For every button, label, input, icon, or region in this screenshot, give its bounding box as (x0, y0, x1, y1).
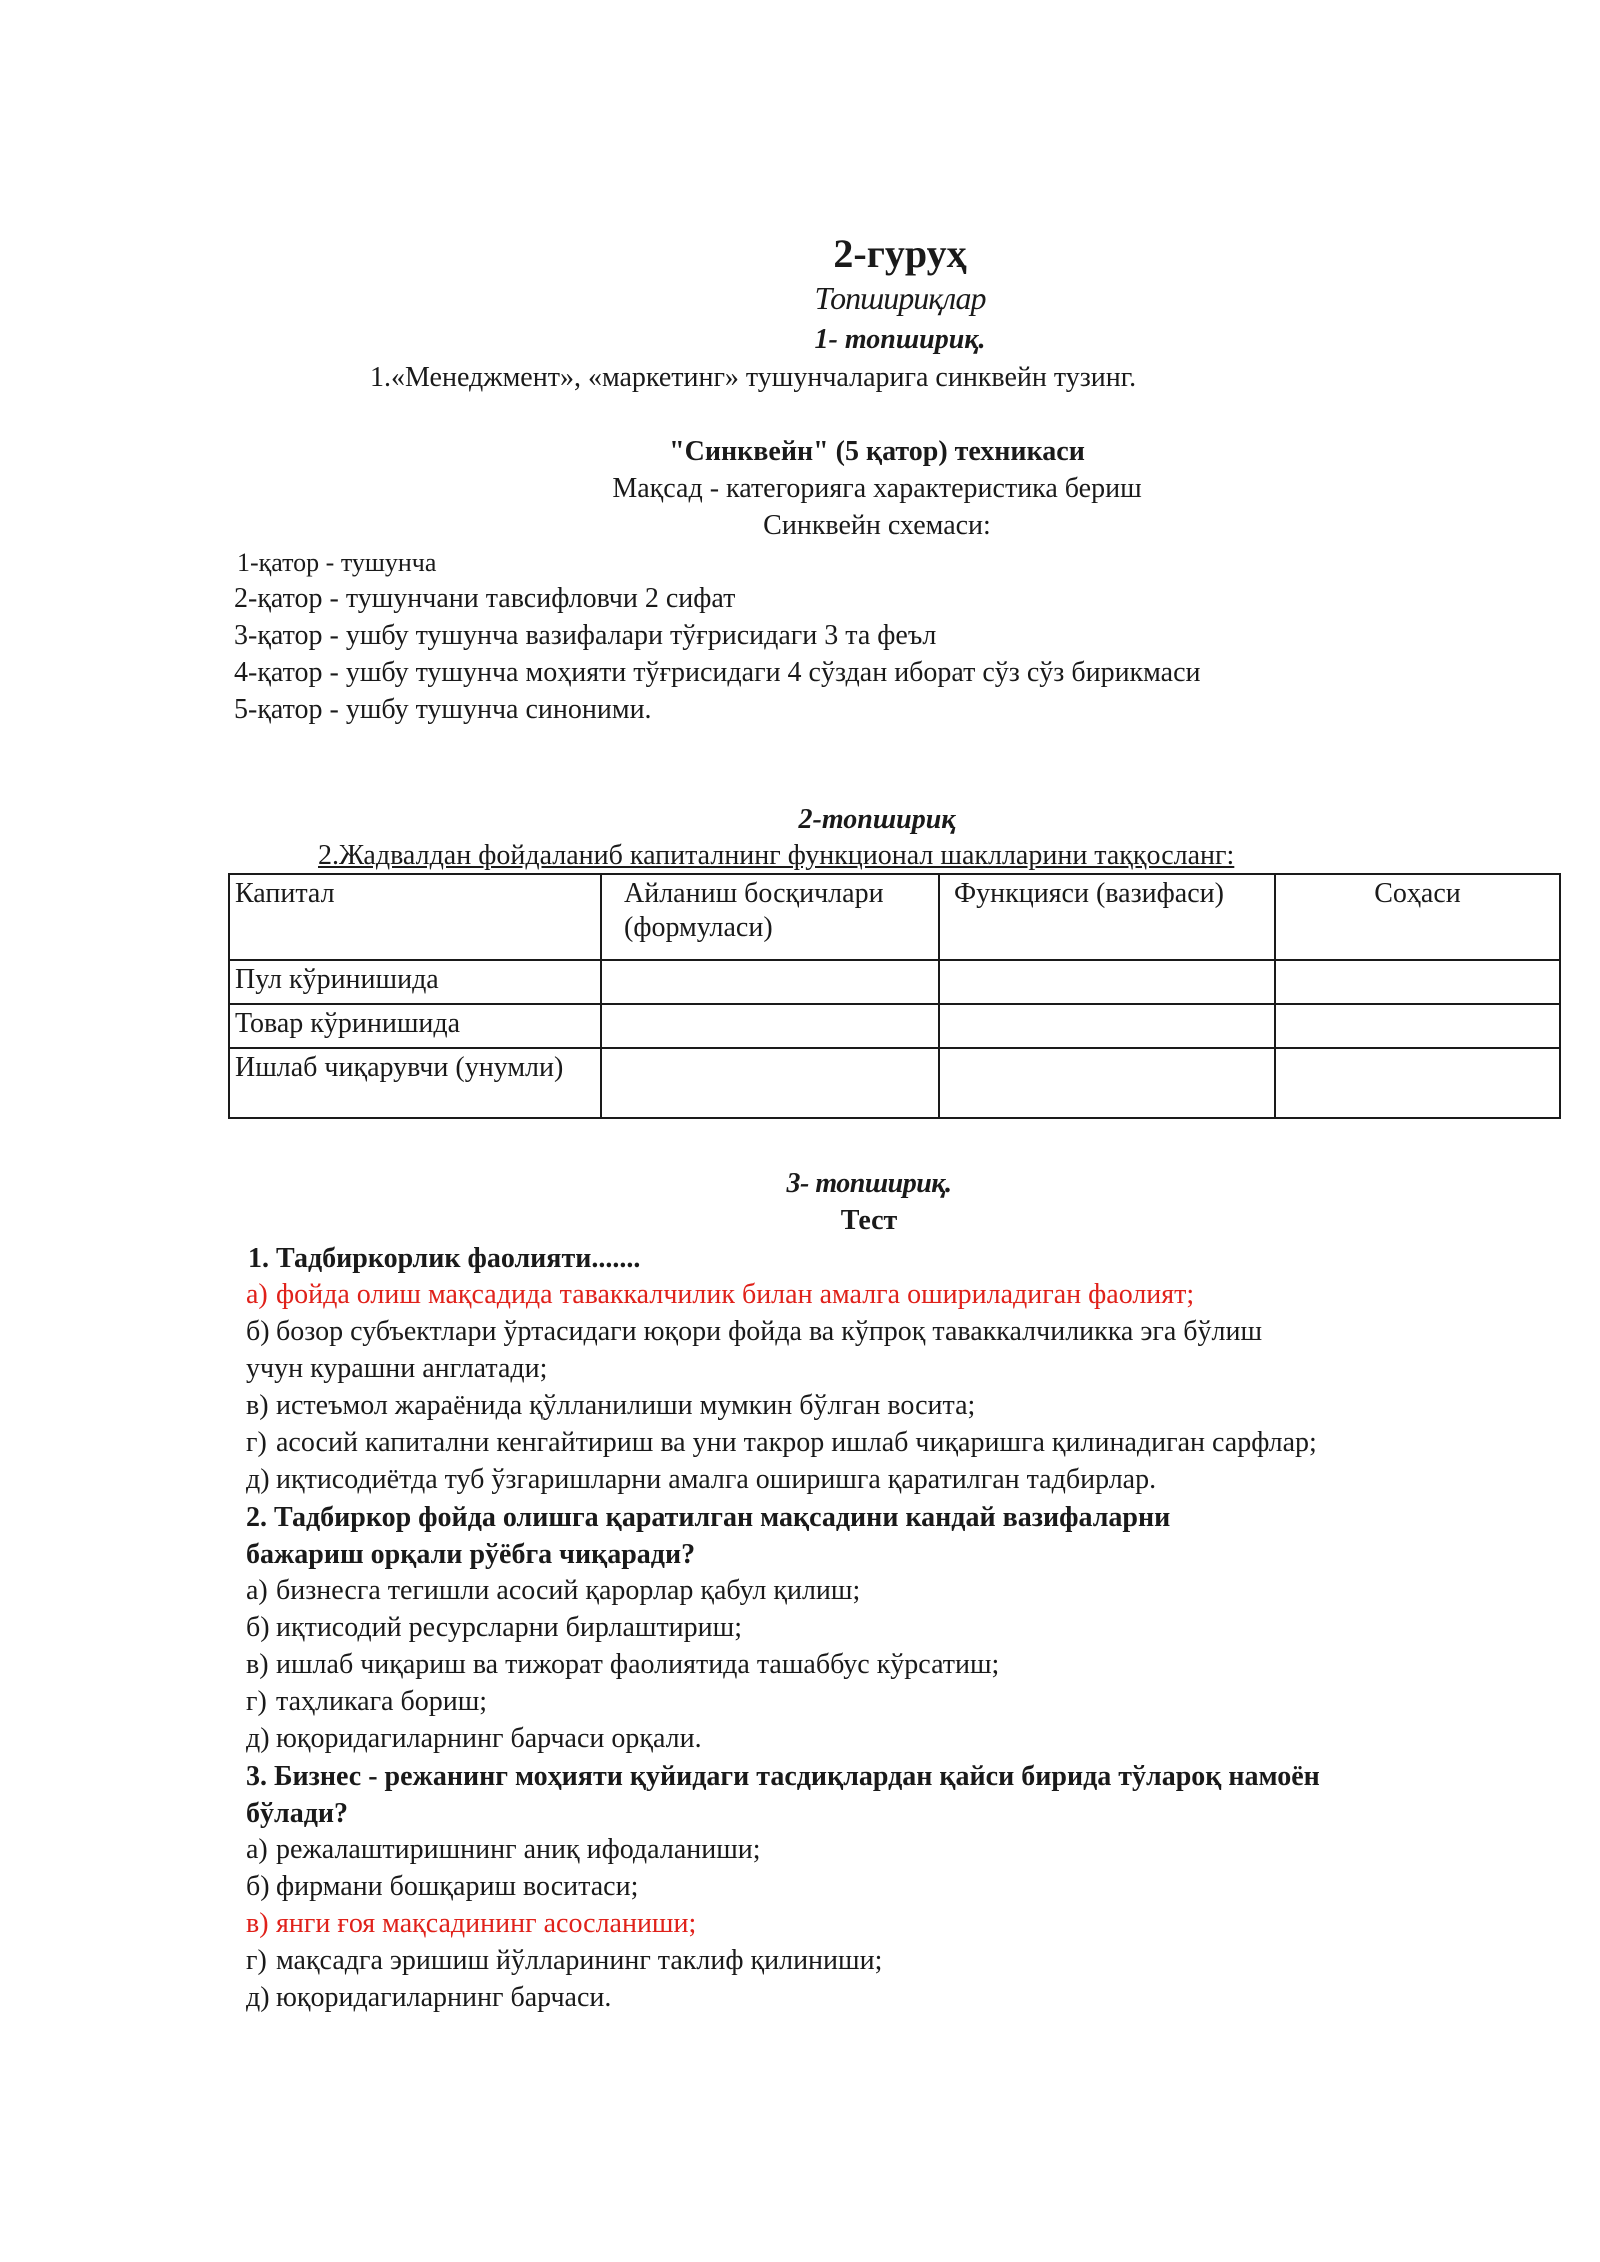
q3-option-a: а) режалаштиришнинг аниқ ифодаланиши; (246, 1834, 761, 1865)
q2-option-c: в) ишлаб чиқариш ва тижорат фаолиятида ташаббус кўрсатиш; (246, 1649, 1000, 1680)
table-cell: Пул кўринишида (229, 960, 601, 1004)
table-cell[interactable] (601, 1048, 939, 1118)
table-row (229, 1004, 1560, 1048)
scheme-title: Синквейн схемаси: (763, 510, 991, 541)
q2-option-e: д) юқоридагиларнинг барчаси орқали. (246, 1723, 702, 1754)
scheme-row-2: 2-қатор - тушунчани тавсифловчи 2 сифат (234, 583, 736, 614)
q1-option-b-continued: учун курашни англатади; (246, 1353, 548, 1384)
capital-table (228, 873, 1561, 1119)
q2-option-b: б) иқтисодий ресурсларни бирлаштириш; (246, 1612, 742, 1643)
scheme-row-1: 1-қатор - тушунча (237, 548, 437, 577)
table-cell[interactable] (939, 1048, 1275, 1118)
table-cell[interactable] (1275, 1004, 1560, 1048)
q3-option-d: г) мақсадга эришиш йўлларининг таклиф қилиниши; (246, 1945, 883, 1976)
scheme-row-3: 3-қатор - ушбу тушунча вазифалари тўғрисидаги 3 та феъл (234, 620, 937, 651)
table-cell[interactable] (1275, 960, 1560, 1004)
question-1: 1. Тадбиркорлик фаолияти....... (248, 1243, 641, 1274)
question-2-continued: бажариш орқали рўёбга чиқаради? (246, 1539, 696, 1570)
table-cell[interactable] (1275, 1048, 1560, 1118)
table-header-cell: Капитал (229, 874, 601, 960)
subtitle: Топшириқлар (814, 280, 986, 316)
q1-option-b: б) бозор субъектлари ўртасидаги юқори фойда ва кўпроқ таваккалчиликка эга бўлиш (246, 1316, 1263, 1347)
task1-instruction: 1.«Менеджмент», «маркетинг» тушунчаларига синквейн тузинг. (370, 362, 1137, 393)
table-cell[interactable] (939, 960, 1275, 1004)
q2-option-a: а) бизнесга тегишли асосий қарорлар қабул қилиш; (246, 1575, 861, 1606)
question-3: 3. Бизнес - режанинг моҳияти қуйидаги тасдиқлардан қайси бирида тўлароқ намоён (246, 1761, 1320, 1792)
q3-option-b: б) фирмани бошқариш воситаси; (246, 1871, 639, 1902)
q1-option-e: д) иқтисодиётда туб ўзгаришларни амалга оширишга қаратилган тадбирлар. (246, 1464, 1157, 1495)
q1-option-c: в) истеъмол жараёнида қўлланилиши мумкин бўлган восита; (246, 1390, 976, 1421)
table-cell[interactable] (601, 1004, 939, 1048)
q3-option-c: в) янги ғоя мақсадининг асосланиши; (246, 1908, 697, 1939)
scheme-row-4: 4-қатор - ушбу тушунча моҳияти тўғрисидаги 4 сўздан иборат сўз сўз бирикмаси (234, 657, 1201, 688)
goal-line: Мақсад - категорияга характеристика бериш (612, 473, 1142, 504)
group-title: 2-гуруҳ (833, 231, 967, 276)
table-row (229, 1048, 1560, 1118)
q1-option-d: г) асосий капитални кенгайтириш ва уни такрор ишлаб чиқаришга қилинадиган сарфлар; (246, 1427, 1317, 1458)
q2-option-d: г) таҳликага бориш; (246, 1686, 488, 1717)
table-header-row (229, 874, 1560, 960)
test-heading: Тест (840, 1205, 898, 1236)
task2-heading: 2-топшириқ (798, 804, 956, 835)
table-header-cell: Соҳаси (1275, 874, 1560, 960)
task1-heading: 1- топшириқ. (814, 324, 986, 355)
table-cell[interactable] (939, 1004, 1275, 1048)
table-cell: Ишлаб чиқарувчи (унумли) (229, 1048, 601, 1118)
question-3-continued: бўлади? (246, 1798, 349, 1829)
table-row (229, 960, 1560, 1004)
table-cell[interactable] (601, 960, 939, 1004)
q1-option-a: а) фойда олиш мақсадида таваккалчилик билан амалга ошириладиган фаолият; (246, 1279, 1195, 1310)
scheme-row-5: 5-қатор - ушбу тушунча синоними. (234, 694, 652, 725)
task2-instruction: 2.Жадвалдан фойдаланиб капиталнинг функционал шаклларини таққосланг: (318, 840, 1235, 871)
technique-title: "Синквейн" (5 қатор) техникаси (669, 436, 1085, 467)
q3-option-e: д) юқоридагиларнинг барчаси. (246, 1982, 612, 2013)
task3-heading: 3- топшириқ. (786, 1168, 952, 1199)
table-cell: Товар кўринишида (229, 1004, 601, 1048)
table-header-cell: Функцияси (вазифаси) (939, 874, 1275, 960)
question-2: 2. Тадбиркор фойда олишга қаратилган мақсадини кандай вазифаларни (246, 1502, 1171, 1533)
table-header-cell: Айланиш босқичлари (формуласи) (601, 874, 939, 960)
